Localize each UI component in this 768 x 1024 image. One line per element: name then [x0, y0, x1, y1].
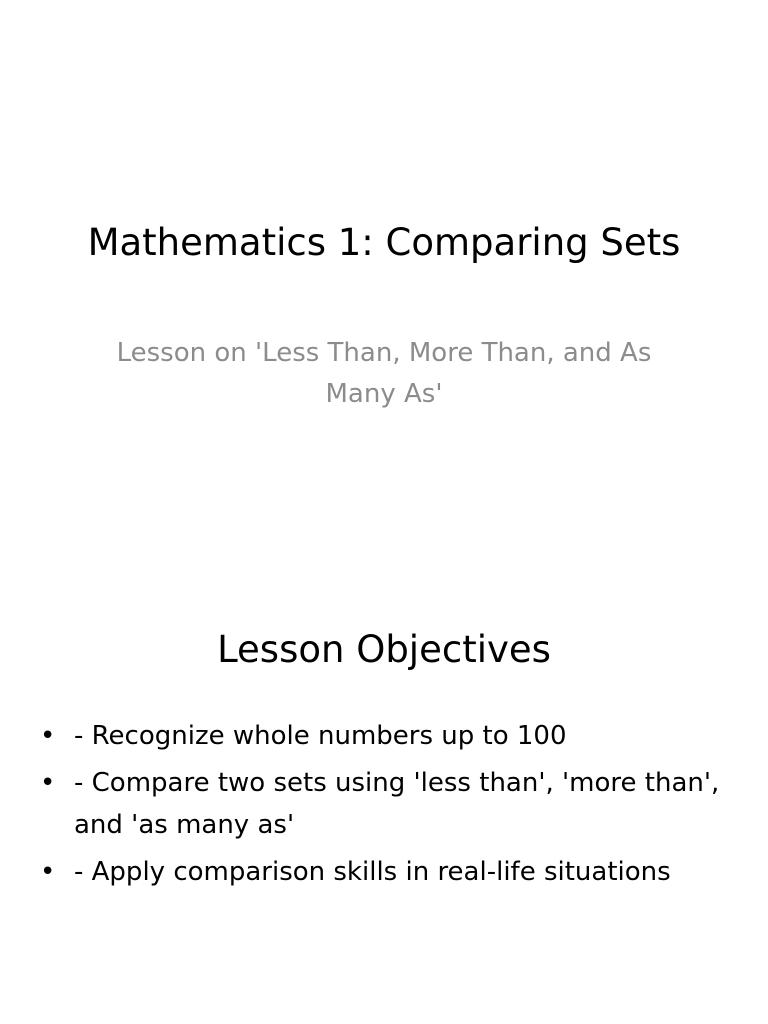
- bullet-icon: •: [40, 857, 56, 887]
- slide-title: Mathematics 1: Comparing Sets: [87, 221, 681, 264]
- bullet-icon: •: [40, 721, 56, 751]
- list-item: [40, 715, 730, 757]
- slide-title: Lesson Objectives: [217, 628, 551, 671]
- bullet-icon: •: [40, 768, 56, 798]
- list-item: [40, 851, 730, 893]
- objective-text: - Apply comparison skills in real-life situations: [74, 857, 671, 887]
- objectives-list: [40, 715, 730, 898]
- list-item: [40, 762, 730, 846]
- slide-subtitle: Lesson on 'Less Than, More Than, and As Many As': [116, 338, 652, 409]
- objective-text: - Recognize whole numbers up to 100: [74, 721, 567, 751]
- objective-text: - Compare two sets using 'less than', 'more than', and 'as many as': [74, 768, 720, 840]
- objectives-slide: [0, 512, 768, 1024]
